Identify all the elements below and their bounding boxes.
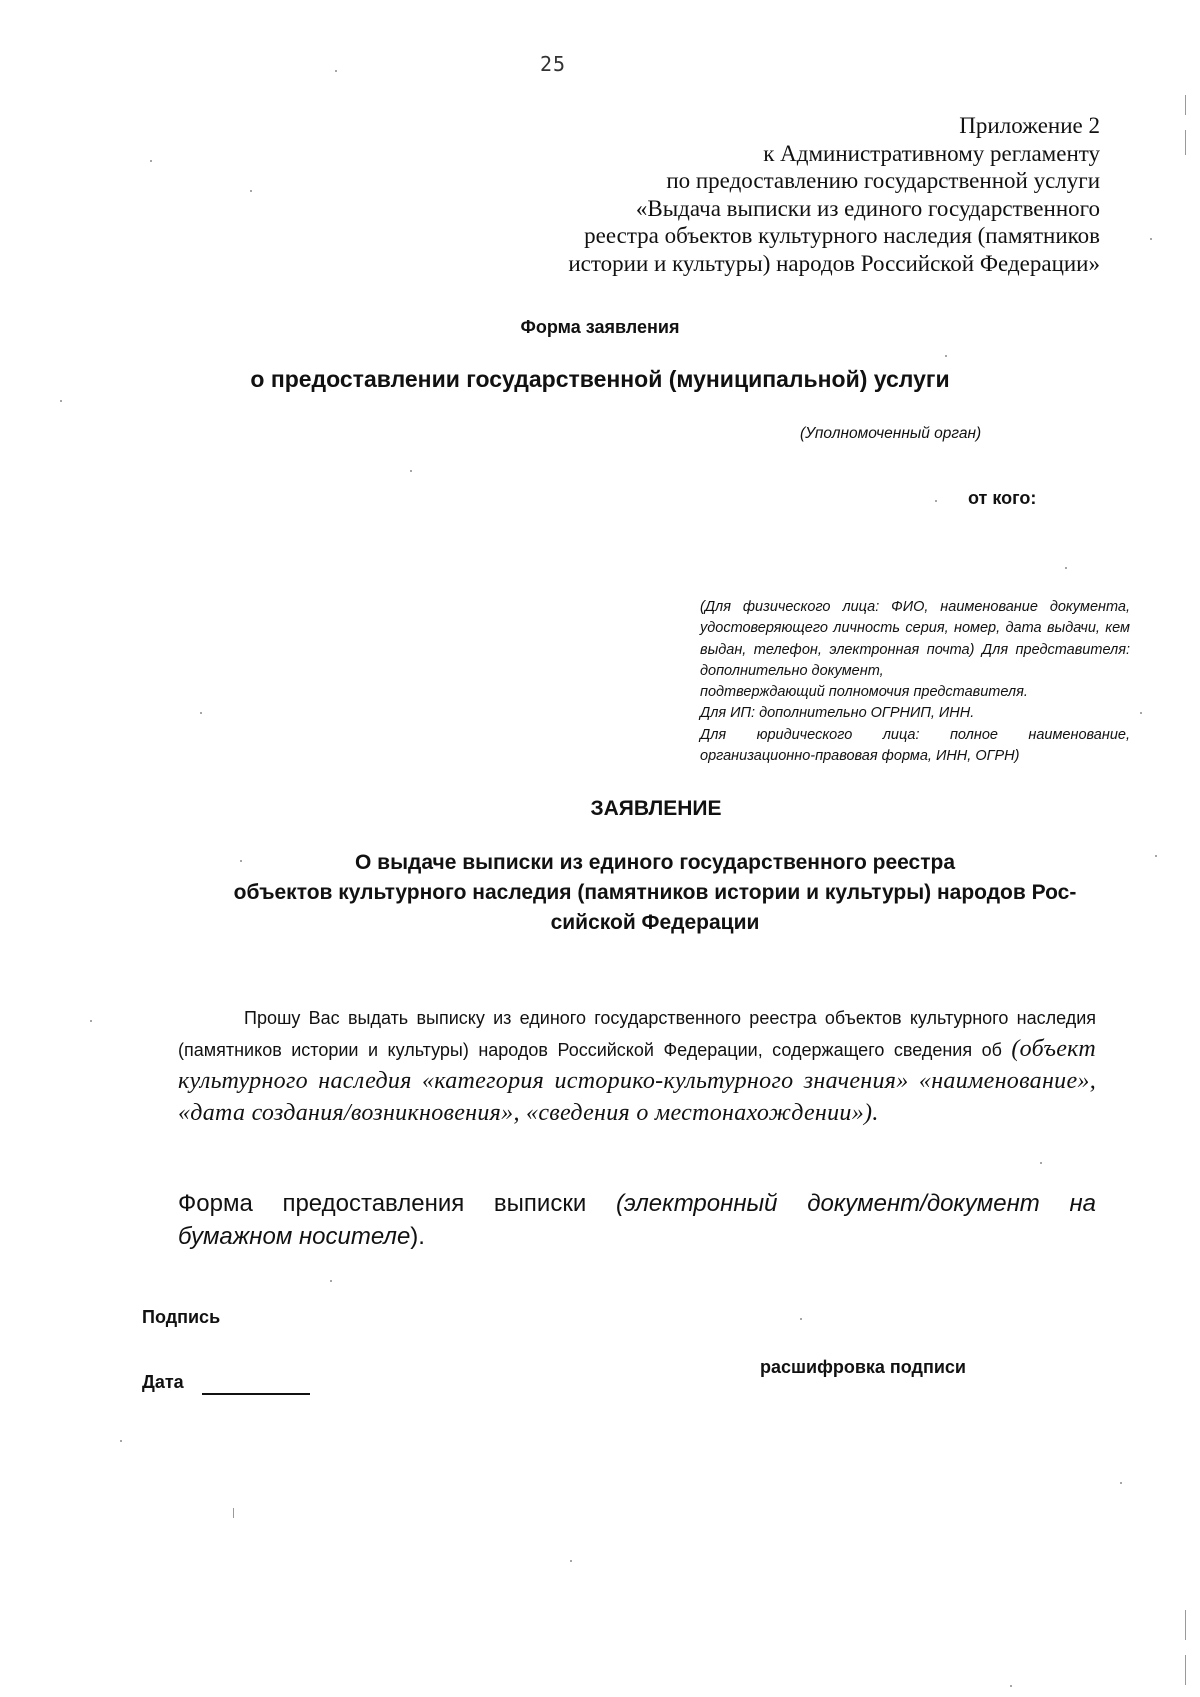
scan-speckle	[1040, 1162, 1042, 1164]
scan-speckle	[800, 1318, 802, 1320]
appendix-line: к Административному регламенту	[763, 140, 1100, 166]
signature-label: Подпись	[142, 1307, 221, 1327]
applicant-hint-line: (Для физического лица: ФИО, наименование документа, удостоверяющего личность серия, номер, дата выдачи, кем выдан, телефон, электронная почта) Для представителя: дополнительно документ,	[700, 599, 1130, 679]
statement-subject-line: О выдаче выписки из единого государственного реестра	[355, 851, 955, 874]
scan-speckle	[330, 1280, 332, 1282]
delivery-text: Форма предоставления выписки	[178, 1190, 616, 1217]
appendix-line: Приложение 2	[959, 113, 1100, 138]
scan-speckle	[1065, 567, 1067, 569]
appendix-line: реестра объектов культурного наследия (памятников	[584, 223, 1100, 248]
form-label: Форма заявления	[520, 317, 680, 337]
statement-subject-line: сийской Федерации	[550, 911, 760, 934]
scan-speckle	[250, 190, 252, 192]
scan-speckle	[200, 712, 202, 714]
date-input-line[interactable]	[202, 1393, 310, 1395]
appendix-line: истории и культуры) народов Российской Федерации»	[568, 250, 1100, 276]
applicant-hint-line: Для юридического лица: полное наименование, организационно-правовая форма, ИНН, ОГРН)	[700, 726, 1130, 765]
scan-margin-mark	[1185, 1610, 1186, 1640]
scan-speckle	[1155, 855, 1157, 857]
scan-speckle	[1150, 238, 1152, 240]
scan-speckle	[240, 860, 242, 862]
scan-speckle	[335, 70, 337, 72]
scan-speckle	[1120, 1482, 1122, 1484]
delivery-paragraph	[178, 1187, 1096, 1253]
authority-placeholder: (Уполномоченный орган)	[800, 425, 982, 442]
delivery-format-placeholder: (электронный документ/документ на бумажном носителе	[178, 1190, 1096, 1250]
delivery-end: ).	[410, 1223, 425, 1250]
scan-margin-mark	[1185, 1655, 1186, 1685]
request-object-placeholder: (объект культурного наследия «категория историко-культурного значения» «наименование», «дата создания/возникновения», «сведения о местонахождении»).	[178, 1036, 1096, 1126]
appendix-line: по предоставлению государственной услуги	[666, 168, 1100, 193]
form-title: о предоставлении государственной (муниципальной) услуги	[250, 366, 950, 392]
applicant-hint-line: подтверждающий полномочия представителя.	[700, 684, 1028, 701]
scan-speckle	[410, 470, 412, 472]
signature-decoding-label: расшифровка подписи	[760, 1357, 966, 1377]
scan-speckle	[60, 400, 62, 402]
appendix-heading	[480, 112, 1100, 277]
scan-speckle	[935, 500, 937, 502]
scan-speckle	[1010, 1685, 1012, 1687]
statement-subject-line: объектов культурного наследия (памятников истории и культуры) народов Рос-	[233, 881, 1077, 904]
scan-speckle	[150, 160, 152, 162]
statement-heading: ЗАЯВЛЕНИЕ	[590, 797, 722, 820]
scan-speckle	[570, 1560, 572, 1562]
scan-speckle	[90, 1020, 92, 1022]
applicant-hint-line: Для ИП: дополнительно ОГРНИП, ИНН.	[700, 705, 975, 722]
scan-speckle	[120, 1440, 122, 1442]
page-number: 25	[540, 52, 567, 76]
statement-subject	[180, 848, 1130, 938]
applicant-hint	[700, 597, 1130, 767]
request-text: Прошу Вас выдать выписку из единого государственного реестра объектов культурного наследия (памятников истории и культуры) народов Российской Федерации, содержащего сведения об	[178, 1008, 1096, 1060]
appendix-line: «Выдача выписки из единого государственного	[635, 195, 1100, 221]
request-paragraph	[178, 1003, 1096, 1130]
scan-speckle	[1140, 712, 1142, 714]
from-label: от кого:	[968, 488, 1037, 508]
scan-margin-mark	[233, 1508, 234, 1518]
scan-margin-mark	[1185, 95, 1186, 115]
date-label: Дата	[142, 1372, 184, 1392]
scan-speckle	[945, 355, 947, 357]
scan-margin-mark	[1185, 130, 1186, 155]
